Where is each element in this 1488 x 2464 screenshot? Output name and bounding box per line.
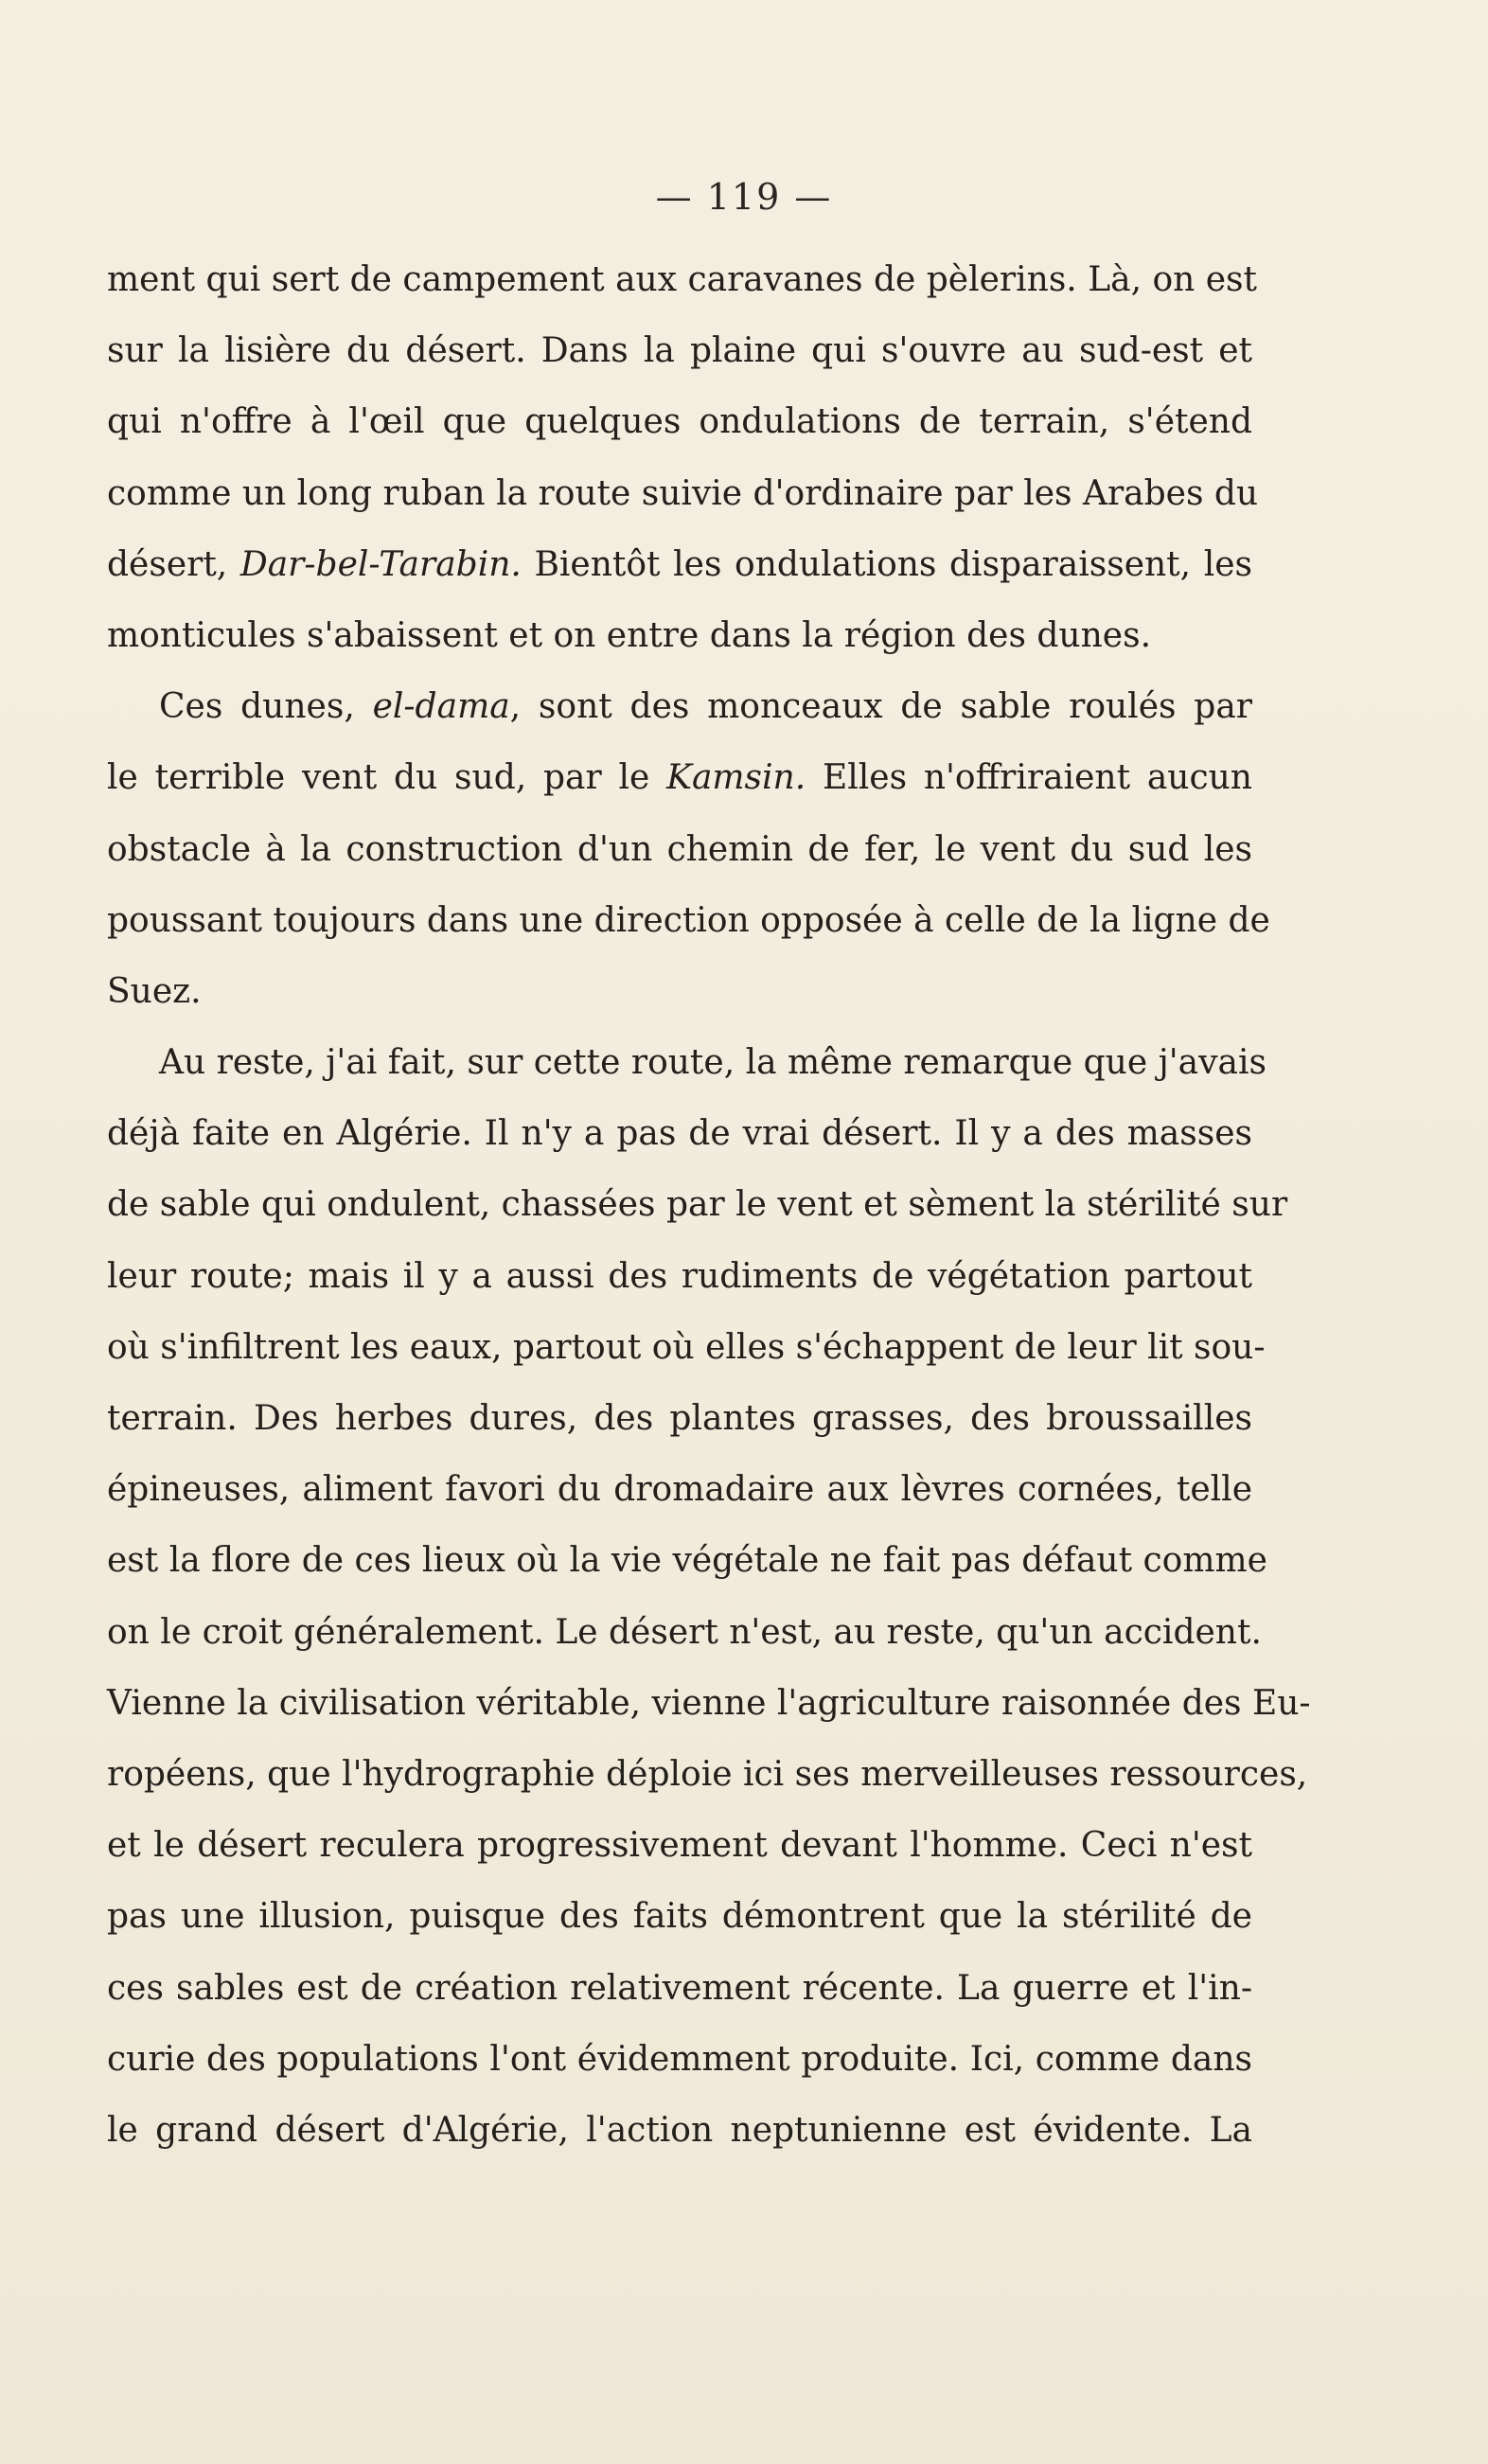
text-line <box>107 956 1252 1027</box>
text-line <box>107 1810 1252 1881</box>
text-run: le terrible vent du sud, par le <box>107 758 667 798</box>
text-run: monticules s'abaissent et on entre dans la région des dunes. <box>107 615 1152 655</box>
text-line <box>107 1312 1266 1383</box>
text-run: est la flore de ces lieux où la vie végétale ne fait pas défaut comme <box>107 1541 1267 1581</box>
text-line <box>107 1953 1252 2024</box>
body-text <box>107 244 1311 2166</box>
text-line <box>107 1739 1308 1810</box>
text-run: qui n'offre à l'œil que quelques ondulations de terrain, s'étend <box>107 402 1252 442</box>
text-line <box>107 814 1252 885</box>
text-run: on le croit généralement. Le désert n'est, au reste, qu'un accident. <box>107 1612 1262 1652</box>
text-run: terrain. Des herbes dures, des plantes grasses, des broussailles <box>107 1399 1252 1438</box>
text-line <box>107 1169 1288 1240</box>
text-line <box>107 458 1259 529</box>
text-run: obstacle à la construction d'un chemin de fer, le vent du sud les <box>107 829 1252 869</box>
text-line <box>107 2024 1252 2095</box>
page-number: — 119 — <box>655 176 833 218</box>
text-line <box>107 600 1252 671</box>
text-line <box>107 1098 1252 1169</box>
text-run: où s'infiltrent les eaux, partout où elles s'échappent de leur lit sou- <box>107 1327 1266 1367</box>
text-line <box>107 244 1257 315</box>
text-run: ment qui sert de campement aux caravanes de pèlerins. Là, on est <box>107 260 1257 299</box>
text-line <box>107 1383 1252 1454</box>
text-run: Elles n'offriraient aucun <box>806 758 1252 798</box>
text-run: poussant toujours dans une direction opposée à celle de la ligne de <box>107 900 1270 940</box>
text-line <box>107 1668 1311 1739</box>
text-run: ropéens, que l'hydrographie déploie ici ses merveilleuses ressources, <box>107 1754 1308 1794</box>
text-run: et le désert reculera progressivement devant l'homme. Ceci n'est <box>107 1826 1252 1866</box>
text-line <box>107 742 1252 813</box>
text-line <box>107 671 1252 742</box>
text-run: Suez. <box>107 971 202 1011</box>
text-line <box>107 885 1270 956</box>
italic-term: el-dama <box>372 687 510 727</box>
text-run: , sont des monceaux de sable roulés par <box>509 687 1252 727</box>
text-line <box>107 2095 1252 2166</box>
text-run: Ces dunes, <box>159 687 373 727</box>
text-run: déjà faite en Algérie. Il n'y a pas de vrai désert. Il y a des masses <box>107 1114 1252 1154</box>
text-line <box>107 1027 1267 1098</box>
text-run: Bientôt les ondulations disparaissent, les <box>521 544 1252 584</box>
text-run: leur route; mais il y a aussi des rudiments de végétation partout <box>107 1256 1252 1296</box>
text-line <box>107 315 1252 386</box>
text-run: ces sables est de création relativement récente. La guerre et l'in- <box>107 1968 1252 2008</box>
text-run: le grand désert d'Algérie, l'action neptunienne est évidente. La <box>107 2110 1252 2150</box>
text-run: épineuses, aliment favori du dromadaire aux lèvres cornées, telle <box>107 1470 1252 1510</box>
text-run: comme un long ruban la route suivie d'ordinaire par les Arabes du <box>107 473 1259 513</box>
italic-term: Dar-bel-Tarabin. <box>239 544 522 584</box>
text-run: curie des populations l'ont évidemment produite. Ici, comme dans <box>107 2039 1252 2079</box>
text-line <box>107 1241 1252 1312</box>
text-run: de sable qui ondulent, chassées par le vent et sèment la stérilité sur <box>107 1185 1288 1225</box>
text-run: pas une illusion, puisque des faits démontrent que la stérilité de <box>107 1897 1252 1937</box>
text-line <box>107 1454 1252 1525</box>
italic-term: Kamsin. <box>666 758 806 798</box>
text-line <box>107 1597 1262 1668</box>
text-line <box>107 1881 1252 1952</box>
text-run: désert, <box>107 544 240 584</box>
text-run: Au reste, j'ai fait, sur cette route, la même remarque que j'avais <box>159 1043 1267 1083</box>
text-run: Vienne la civilisation véritable, vienne l'agriculture raisonnée des Eu- <box>107 1683 1311 1723</box>
text-line <box>107 386 1252 457</box>
text-line <box>107 529 1252 600</box>
text-line <box>107 1525 1267 1596</box>
text-run: sur la lisière du désert. Dans la plaine qui s'ouvre au sud-est et <box>107 331 1252 371</box>
